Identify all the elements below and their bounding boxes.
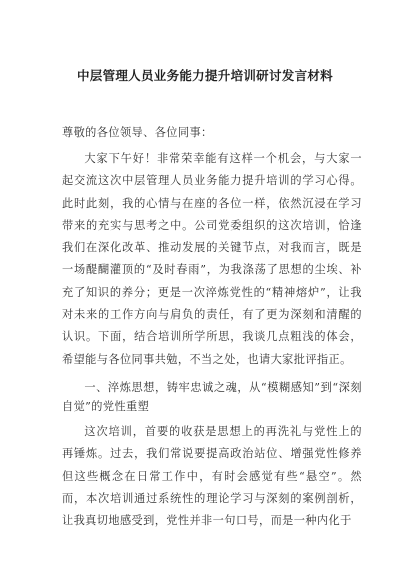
document-title: 中层管理人员业务能力提升培训研讨发言材料 [76, 68, 333, 83]
paragraph-section-1: 这次培训，首要的收获是思想上的再洗礼与党性上的再锤炼。过去，我们常说要提高政治站位、增强党性修养但这些概念在日常工作中，有时会感觉有些“悬空”。然而，本次培训通过系统性的理论学习与深刻的案例剖析，让我真切地感受到，党性并非一句口号，而是一种内化于 [62, 425, 362, 528]
paragraph-intro: 大家下午好！非常荣幸能有这样一个机会，与大家一起交流这次中层管理人员业务能力提升培训的学习心得。此时此刻，我的心情与在座的各位一样，依然沉浸在学习带来的充实与思考之中。公司党委组织的这次培训，恰逢我们在深化改革、推动发展的关键节点，对我而言，既是一场醍醐灌顶的“及时春雨”，为我涤荡了思想的尘埃、补充了知识的养分；更是一次淬炼党性的“精神熔炉”，让我对未来的工作方向与肩负的责任，有了更为深刻和清醒的认识。下面，结合培训所学所思，我谈几点粗浅的体会，希望能与各位同事共勉，不当之处，也请大家批评指正。 [62, 152, 362, 366]
salutation: 尊敬的各位领导、各位同事： [62, 126, 213, 139]
section-heading-1: 一、淬炼思想，铸牢忠诚之魂，从“模糊感知”到“深刻自觉”的党性重塑 [62, 381, 362, 413]
